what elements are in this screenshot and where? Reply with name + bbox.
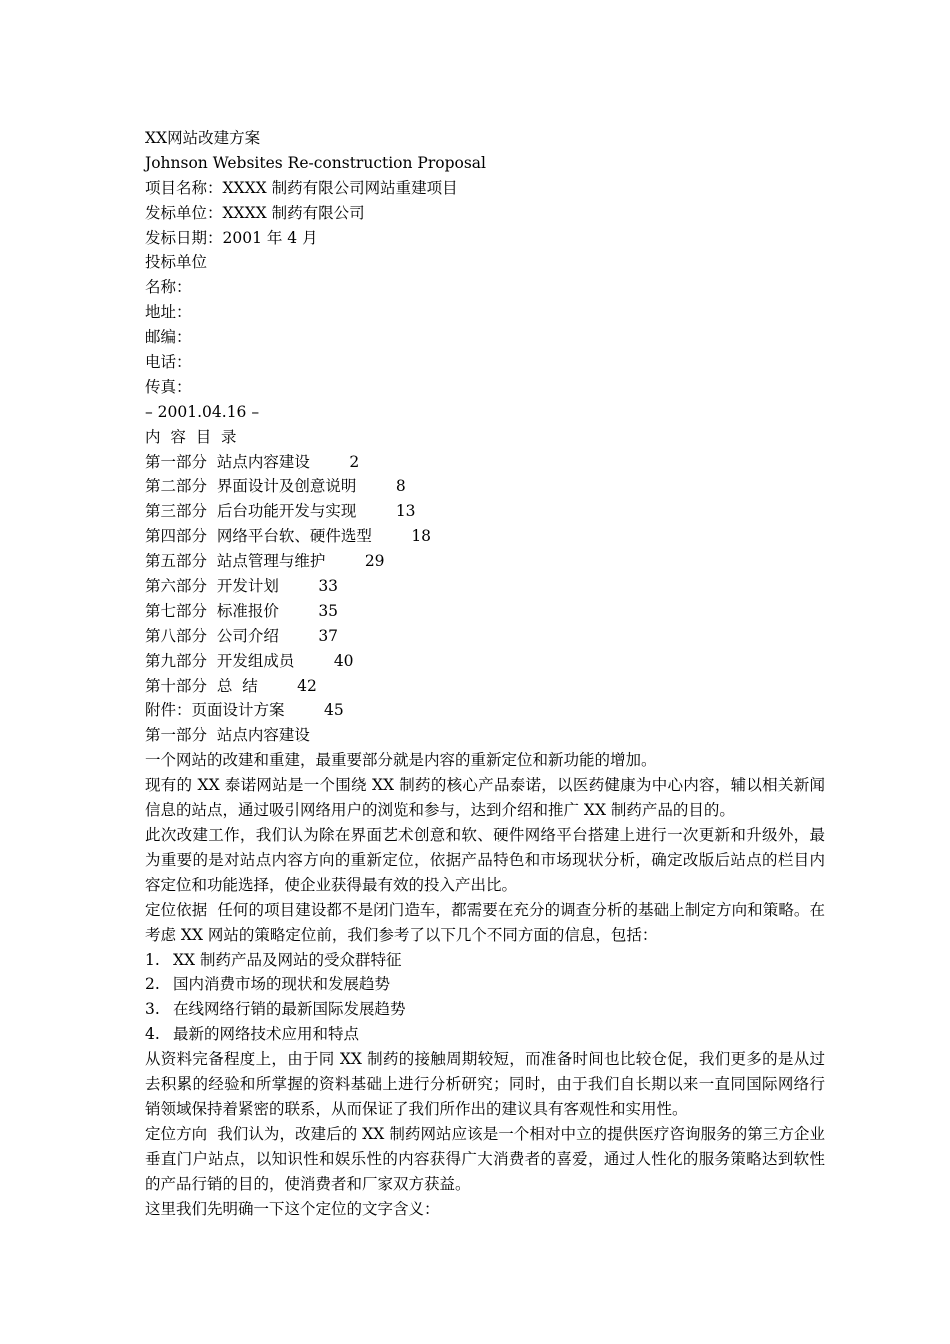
toc-title: 后台功能开发与实现 <box>216 502 357 521</box>
toc-title: 站点内容建设 <box>216 452 310 471</box>
issuer: 发标单位：XXXX 制药有限公司 <box>145 203 365 222</box>
toc-part: 第一部分 <box>145 452 208 471</box>
list-number: 1. <box>145 950 160 969</box>
toc-title: 页面设计方案 <box>191 701 285 720</box>
toc-item[interactable] <box>145 599 825 624</box>
toc-title: 站点管理与维护 <box>216 552 326 571</box>
toc-title: 开发组成员 <box>216 651 295 670</box>
list-text: 最新的网络技术应用和特点 <box>173 1025 360 1044</box>
paragraph: 定位依据 任何的项目建设都不是闭门造车，都需要在充分的调查分析的基础上制定方向和策略。在考虑 XX 网站的策略定位前，我们参考了以下几个不同方面的信息，包括： <box>145 900 825 944</box>
toc-part: 附件： <box>145 701 192 720</box>
table-of-contents <box>145 450 825 724</box>
section-heading: 第一部分 站点内容建设 <box>145 726 310 745</box>
toc-page: 40 <box>333 651 354 670</box>
toc-item[interactable] <box>145 674 825 699</box>
toc-item[interactable] <box>145 549 825 574</box>
project-name: 项目名称：XXXX 制药有限公司网站重建项目 <box>145 178 458 197</box>
list-item <box>145 972 825 997</box>
toc-page: 29 <box>364 552 385 571</box>
toc-title: 总 结 <box>216 676 258 695</box>
list-number: 4. <box>145 1025 160 1044</box>
paragraph: 定位方向 我们认为，改建后的 XX 制药网站应该是一个相对中立的提供医疗咨询服务的第三方企业垂直门户站点，以知识性和娱乐性的内容获得广大消费者的喜爱，通过人性化的服务策略达到软性的产品行销的目的，使消费者和厂家双方获益。 <box>145 1124 825 1193</box>
toc-heading: 内 容 目 录 <box>145 427 237 446</box>
field-postcode: 邮编： <box>145 328 192 347</box>
toc-title: 开发计划 <box>216 577 279 596</box>
paragraph: 从资料完备程度上，由于同 XX 制药的接触周期较短，而准备时间也比较仓促，我们更多的是从过去积累的经验和所掌握的资料基础上进行分析研究；同时，由于我们自长期以来一直同国际网络行销领域保持着紧密的联系，从而保证了我们所作出的建议具有客观性和实用性。 <box>145 1050 825 1118</box>
toc-title: 标准报价 <box>216 601 279 620</box>
toc-page: 8 <box>395 477 406 496</box>
toc-item[interactable] <box>145 574 825 599</box>
list-text: 国内消费市场的现状和发展趋势 <box>173 975 391 994</box>
toc-item[interactable] <box>145 649 825 674</box>
toc-page: 45 <box>323 701 344 720</box>
list-text: 在线网络行销的最新国际发展趋势 <box>173 1000 406 1019</box>
toc-page: 42 <box>297 676 317 695</box>
toc-page: 33 <box>318 577 339 596</box>
paragraph: 现有的 XX 泰诺网站是一个围绕 XX 制药的核心产品泰诺，以医药健康为中心内容，辅以相关新闻信息的站点，通过吸引网络用户的浏览和参与，达到介绍和推广 XX 制药产品的目的。 <box>145 776 825 820</box>
toc-title: 公司介绍 <box>216 626 279 645</box>
toc-part: 第三部分 <box>145 502 208 521</box>
toc-part: 第六部分 <box>145 577 208 596</box>
document-page <box>145 126 825 1221</box>
paragraph: 此次改建工作，我们认为除在界面艺术创意和软、硬件网络平台搭建上进行一次更新和升级外，最为重要的是对站点内容方向的重新定位，依据产品特色和市场现状分析，确定改版后站点的栏目内容定位和功能选择，使企业获得最有效的投入产出比。 <box>145 825 825 894</box>
toc-item[interactable] <box>145 524 825 549</box>
field-fax: 传真： <box>145 377 192 396</box>
toc-title: 界面设计及创意说明 <box>216 477 357 496</box>
field-phone: 电话： <box>145 353 192 372</box>
list-item <box>145 948 825 973</box>
toc-part: 第二部分 <box>145 477 208 496</box>
toc-item[interactable] <box>145 624 825 649</box>
date-line: – 2001.04.16 – <box>145 402 260 421</box>
criteria-list <box>145 948 825 1048</box>
field-name: 名称： <box>145 278 192 297</box>
toc-part: 第五部分 <box>145 552 208 571</box>
list-item <box>145 1022 825 1047</box>
toc-page: 13 <box>395 502 416 521</box>
toc-title: 网络平台软、硬件选型 <box>216 527 372 546</box>
toc-part: 第四部分 <box>145 527 208 546</box>
field-address: 地址： <box>145 303 192 322</box>
toc-item[interactable] <box>145 474 825 499</box>
toc-page: 18 <box>411 527 432 546</box>
toc-part: 第九部分 <box>145 651 208 670</box>
toc-item[interactable] <box>145 499 825 524</box>
toc-item[interactable] <box>145 450 825 475</box>
document-subtitle: Johnson Websites Re-construction Proposal <box>145 153 486 172</box>
toc-part: 第十部分 <box>145 676 208 695</box>
list-number: 3. <box>145 1000 160 1019</box>
bidder-heading: 投标单位 <box>145 253 208 272</box>
toc-item[interactable] <box>145 698 825 723</box>
paragraph: 一个网站的改建和重建，最重要部分就是内容的重新定位和新功能的增加。 <box>145 751 657 770</box>
toc-part: 第八部分 <box>145 626 208 645</box>
document-title: XX网站改建方案 <box>145 129 261 147</box>
issue-date: 发标日期：2001 年 4 月 <box>145 228 318 247</box>
list-text: XX 制药产品及网站的受众群特征 <box>173 950 402 969</box>
toc-part: 第七部分 <box>145 601 208 620</box>
list-item <box>145 997 825 1022</box>
toc-page: 35 <box>318 601 339 620</box>
paragraph: 这里我们先明确一下这个定位的文字含义： <box>145 1199 440 1218</box>
toc-page: 37 <box>318 626 339 645</box>
toc-page: 2 <box>349 452 360 471</box>
list-number: 2. <box>145 975 160 994</box>
